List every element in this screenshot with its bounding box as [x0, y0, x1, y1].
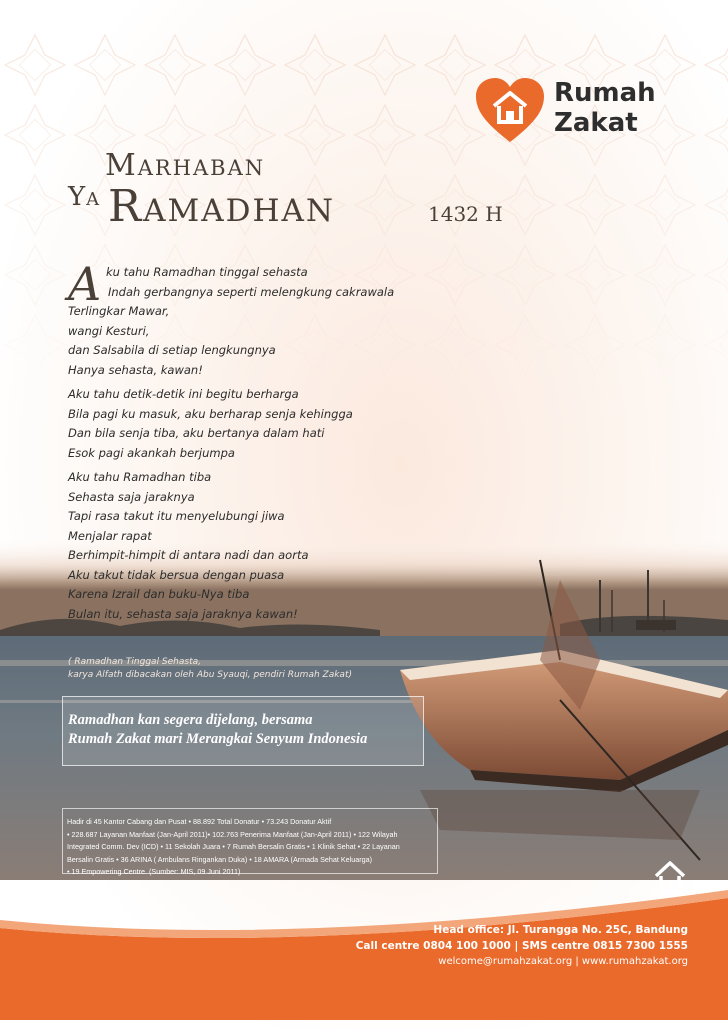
title-year: 1432 H: [428, 202, 503, 226]
poem-credit-line: karya Alfath dibacakan oleh Abu Syauqi, pendiri Rumah Zakat): [68, 670, 352, 680]
logo-wordmark: [554, 78, 656, 138]
poem-line: dan Salsabila di setiap lengkungnya: [68, 343, 276, 357]
title-marhaban: Marhaban: [105, 148, 266, 183]
title-ramadhan: Ramadhan: [108, 181, 336, 232]
poem-line: wangi Kesturi,: [68, 323, 150, 338]
poem: [68, 257, 488, 624]
poem-line: Aku tahu Ramadhan tiba: [68, 470, 212, 484]
stats-box: [62, 808, 438, 874]
heart-house-logo-icon: [474, 76, 546, 144]
tagline-line: Rumah Zakat mari Merangkai Senyum Indonesia: [68, 731, 368, 747]
poem-line: Menjalar rapat: [68, 528, 152, 543]
email-website-links[interactable]: welcome@rumahzakat.org | www.rumahzakat.org: [438, 956, 688, 967]
page-title: [68, 148, 668, 238]
poem-line: Dan bila senja tiba, aku bertanya dalam hati: [68, 426, 325, 440]
poem-line: Bila pagi ku masuk, aku berharap senja kehingga: [68, 406, 353, 421]
poem-stanza-3: [68, 468, 488, 624]
poem-line: Esok pagi akankah berjumpa: [68, 445, 235, 460]
stats-line: Hadir di 45 Kantor Cabang dan Pusat • 88.892 Total Donatur • 73.243 Donatur Aktif: [67, 817, 332, 826]
poem-credit-line: ( Ramadhan Tinggal Sehasta,: [68, 657, 201, 667]
poem-line: Hanya sehasta, kawan!: [68, 362, 203, 377]
stats-line: • 228.687 Layanan Manfaat (Jan-April 2011)• 102.763 Penerima Manfaat (Jan-April 2011) • 122 Wilayah: [67, 829, 398, 839]
poem-line: Indah gerbangnya seperti melengkung cakrawala: [108, 285, 395, 299]
logo-word-zakat: Zakat: [554, 108, 638, 138]
poem-line: Berhimpit-himpit di antara nadi dan aorta: [68, 548, 309, 562]
poem-line: Bulan itu, sehasta saja jaraknya kawan!: [68, 606, 298, 621]
call-centre-numbers: Call centre 0804 100 1000 | SMS centre 0815 7300 1555: [355, 940, 688, 952]
poem-stanza-2: [68, 385, 488, 463]
poem-dropcap: A: [68, 257, 102, 311]
rumah-zakat-logo: [474, 76, 674, 146]
poem-line: Terlingkar Mawar,: [68, 304, 170, 318]
poem-stanza-1: [68, 302, 488, 380]
poem-line: Aku takut tidak bersua dengan puasa: [68, 567, 285, 582]
tagline-line: Ramadhan kan segera dijelang, bersama: [68, 712, 313, 728]
tagline-text: [68, 711, 367, 749]
tagline-box: [62, 696, 424, 766]
poem-line: Sehasta saja jaraknya: [68, 489, 195, 504]
head-office-address: Head office: Jl. Turangga No. 25C, Bandung: [433, 924, 688, 936]
poem-opening-lines: [106, 262, 488, 302]
stats-line: • 19 Empowering Centre. (Sumber: MIS, 09 Juni 2011): [67, 867, 241, 876]
title-ya: Ya: [68, 182, 101, 212]
stats-line: Integrated Comm. Dev (ICD) • 11 Sekolah Juara • 7 Rumah Bersalin Gratis • 1 Klinik Sehat • 22 Layanan: [67, 842, 400, 851]
poem-line: Aku tahu detik-detik ini begitu berharga: [68, 387, 299, 401]
contact-info: [356, 922, 688, 970]
stats-line: Bersalin Gratis • 36 ARINA ( Ambulans Ringankan Duka) • 18 AMARA (Armada Sehat Keluarga): [67, 854, 373, 864]
poem-line: Karena Izrail dan buku-Nya tiba: [68, 587, 250, 601]
poem-line: Tapi rasa takut itu menyelubungi jiwa: [68, 509, 285, 523]
logo-word-rumah: Rumah: [554, 78, 656, 108]
poem-credit: [68, 656, 448, 682]
poem-line: ku tahu Ramadhan tinggal sehasta: [106, 265, 308, 279]
house-icon: [652, 858, 688, 896]
